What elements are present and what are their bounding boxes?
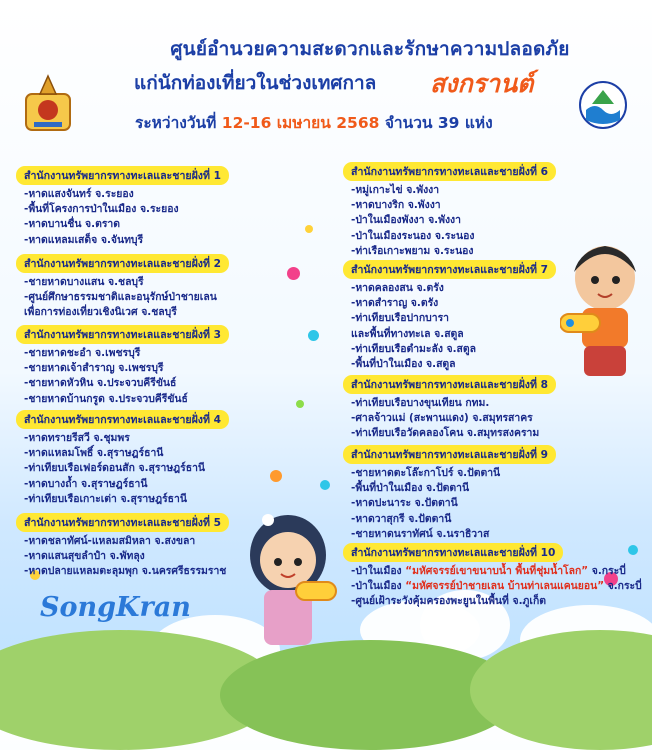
section-region-4 xyxy=(16,408,229,507)
section-region-10 xyxy=(343,541,642,610)
list-item xyxy=(351,579,642,594)
section-region-8 xyxy=(343,373,556,442)
list-item: -ชายหาดหัวหิน จ.ประจวบคีรีขันธ์ xyxy=(24,377,177,390)
list-item: -ชายหาดเจ้าสำราญ จ.เพชรบุรี xyxy=(24,362,164,375)
section-region-2 xyxy=(16,252,229,321)
item-highlight: “มหัศจรรย์เขาขนาบน้ำ พื้นที่ชุ่มน้ำโลก” xyxy=(405,565,589,577)
boy-character-illustration xyxy=(560,238,650,392)
list-item: -ชายหาดบางแสน จ.ชลบุรี xyxy=(24,276,144,288)
list-item: -ท่าเทียบเรือเกาะเต่า จ.สุราษฎร์ธานี xyxy=(24,492,187,505)
bubble xyxy=(270,470,282,482)
list-item: -ป่าในเมืองระนอง จ.ระนอง xyxy=(351,229,475,242)
list-item xyxy=(351,564,642,579)
bubble xyxy=(305,225,313,233)
festival-name: สงกรานต์ xyxy=(430,69,534,98)
list-item: -ชายหาดตะโล๊ะกาโปร์ จ.ปัตตานี xyxy=(351,467,501,479)
item-text: -ป่าในเมือง xyxy=(351,580,406,593)
section-title: สำนักงานทรัพยากรทางทะเลและชายฝั่งที่ 1 xyxy=(16,166,229,185)
section-title: สำนักงานทรัพยากรทางทะเลและชายฝั่งที่ 6 xyxy=(343,162,556,181)
section-region-6 xyxy=(343,160,556,259)
list-item: -ท่าเทียบเรือบางขุนเทียน กทม. xyxy=(351,397,490,409)
header-title-line1: ศูนย์อำนวยความสะดวกและรักษาความปลอดภัย xyxy=(170,38,570,60)
royal-seal-emblem xyxy=(22,74,74,134)
list-item: -หาดแหลมโพธิ์ จ.สุราษฎร์ธานี xyxy=(24,447,164,460)
section-title: สำนักงานทรัพยากรทางทะเลและชายฝั่งที่ 2 xyxy=(16,254,229,273)
bubble xyxy=(296,400,304,408)
list-item: -ศูนย์ศึกษาธรรมชาติและอนุรักษ์ป่าชายเลน xyxy=(24,291,217,304)
item-province: จ.กระบี่ xyxy=(588,565,626,577)
section-region-5 xyxy=(16,511,229,580)
list-item: -หาดแสงจันทร์ จ.ระยอง xyxy=(24,188,134,200)
bubble xyxy=(320,480,330,490)
songkran-logo: SongKran xyxy=(40,592,191,623)
section-title: สำนักงานทรัพยากรทางทะเลและชายฝั่งที่ 8 xyxy=(343,375,556,394)
section-title: สำนักงานทรัพยากรทางทะเลและชายฝั่งที่ 10 xyxy=(343,543,563,562)
header-date-line xyxy=(135,110,493,135)
list-item: -หาดปลายแหลมตะลุมพุก จ.นครศรีธรรมราช xyxy=(24,565,227,578)
list-item: -หาดสำราญ จ.ตรัง xyxy=(351,297,439,310)
list-item: -ท่าเรือเกาะพยาม จ.ระนอง xyxy=(351,244,474,257)
department-logo xyxy=(578,80,628,130)
list-item: -พื้นที่ป่าในเมือง จ.สตูล xyxy=(351,358,456,371)
section-region-9 xyxy=(343,443,556,542)
section-region-1 xyxy=(16,164,229,248)
list-item: -หาดทรายรีสวี จ.ชุมพร xyxy=(24,432,130,444)
list-item: -หาดวาสุกรี จ.ปัตตานี xyxy=(351,512,452,525)
list-item: -หมู่เกาะไข่ จ.พังงา xyxy=(351,184,440,196)
section-region-3 xyxy=(16,323,229,407)
section-title: สำนักงานทรัพยากรทางทะเลและชายฝั่งที่ 7 xyxy=(343,260,556,279)
item-province: จ.กระบี่ xyxy=(604,580,642,593)
date-prefix: ระหว่างวันที่ xyxy=(135,114,217,132)
section-title: สำนักงานทรัพยากรทางทะเลและชายฝั่งที่ 4 xyxy=(16,410,229,429)
list-item: -หาดแหลมเสด็จ จ.จันทบุรี xyxy=(24,233,144,246)
list-item: และพื้นที่ทางทะเล จ.สตูล xyxy=(351,327,464,340)
section-region-7 xyxy=(343,258,556,372)
list-item: -ป่าในเมืองพังงา จ.พังงา xyxy=(351,214,461,227)
date-range: 12-16 เมษายน 2568 xyxy=(221,114,380,132)
header-title-line2: แก่นักท่องเที่ยวในช่วงเทศกาล xyxy=(134,72,377,94)
count-text: จำนวน 39 แห่ง xyxy=(384,114,493,132)
list-item: -ท่าเทียบเรือปากบารา xyxy=(351,312,450,325)
list-item: -ชายหาดชะอำ จ.เพชรบุรี xyxy=(24,347,141,359)
girl-character-illustration xyxy=(240,500,350,654)
list-item: -พื้นที่ป่าในเมือง จ.ปัตตานี xyxy=(351,482,470,495)
section-title: สำนักงานทรัพยากรทางทะเลและชายฝั่งที่ 3 xyxy=(16,325,229,344)
list-item: -ท่าเทียบเรือวัดคลองโคน จ.สมุทรสงคราม xyxy=(351,427,540,440)
list-item: -หาดบางถ้ำ จ.สุราษฎร์ธานี xyxy=(24,477,148,490)
list-item: -ศาลจ้าวแม่ (สะพานแดง) จ.สมุทรสาคร xyxy=(351,412,533,425)
list-item: -หาดคลองสน จ.ตรัง xyxy=(351,282,444,294)
section-title: สำนักงานทรัพยากรทางทะเลและชายฝั่งที่ 5 xyxy=(16,513,229,532)
list-item: -หาดปะนาระ จ.ปัตตานี xyxy=(351,497,458,510)
list-item: เพื่อการท่องเที่ยวเชิงนิเวศ จ.ชลบุรี xyxy=(24,306,177,319)
list-item: -หาดชลาทัศน์-แหลมสมิหลา จ.สงขลา xyxy=(24,535,196,547)
list-item: -ท่าเทียบเรือเฟอร์ดอนสัก จ.สุราษฎร์ธานี xyxy=(24,462,206,475)
list-item: -ศูนย์เฝ้าระวังคุ้มครองพะยูนในพื้นที่ จ.ภูเก็ต xyxy=(351,595,546,608)
list-item: -หาดบานชื่น จ.ตราด xyxy=(24,218,120,231)
list-item: -ชายหาดนราทัศน์ จ.นราธิวาส xyxy=(351,527,490,540)
list-item: -หาดบางริก จ.พังงา xyxy=(351,199,441,212)
list-item: -ท่าเทียบเรือตำมะลัง จ.สตูล xyxy=(351,342,477,355)
list-item: -พื้นที่โครงการป่าในเมือง จ.ระยอง xyxy=(24,203,179,216)
section-title: สำนักงานทรัพยากรทางทะเลและชายฝั่งที่ 9 xyxy=(343,445,556,464)
item-highlight: “มหัศจรรย์ป่าชายเลน บ้านท่าเลนแคนยอน” xyxy=(405,580,605,593)
item-text: -ป่าในเมือง xyxy=(351,565,406,577)
list-item: -หาดแสนสุขลำปำ จ.พัทลุง xyxy=(24,550,145,563)
bubble xyxy=(287,267,300,280)
bubble xyxy=(308,330,319,341)
list-item: -ชายหาดบ้านกรูด จ.ประจวบคีรีขันธ์ xyxy=(24,392,188,405)
